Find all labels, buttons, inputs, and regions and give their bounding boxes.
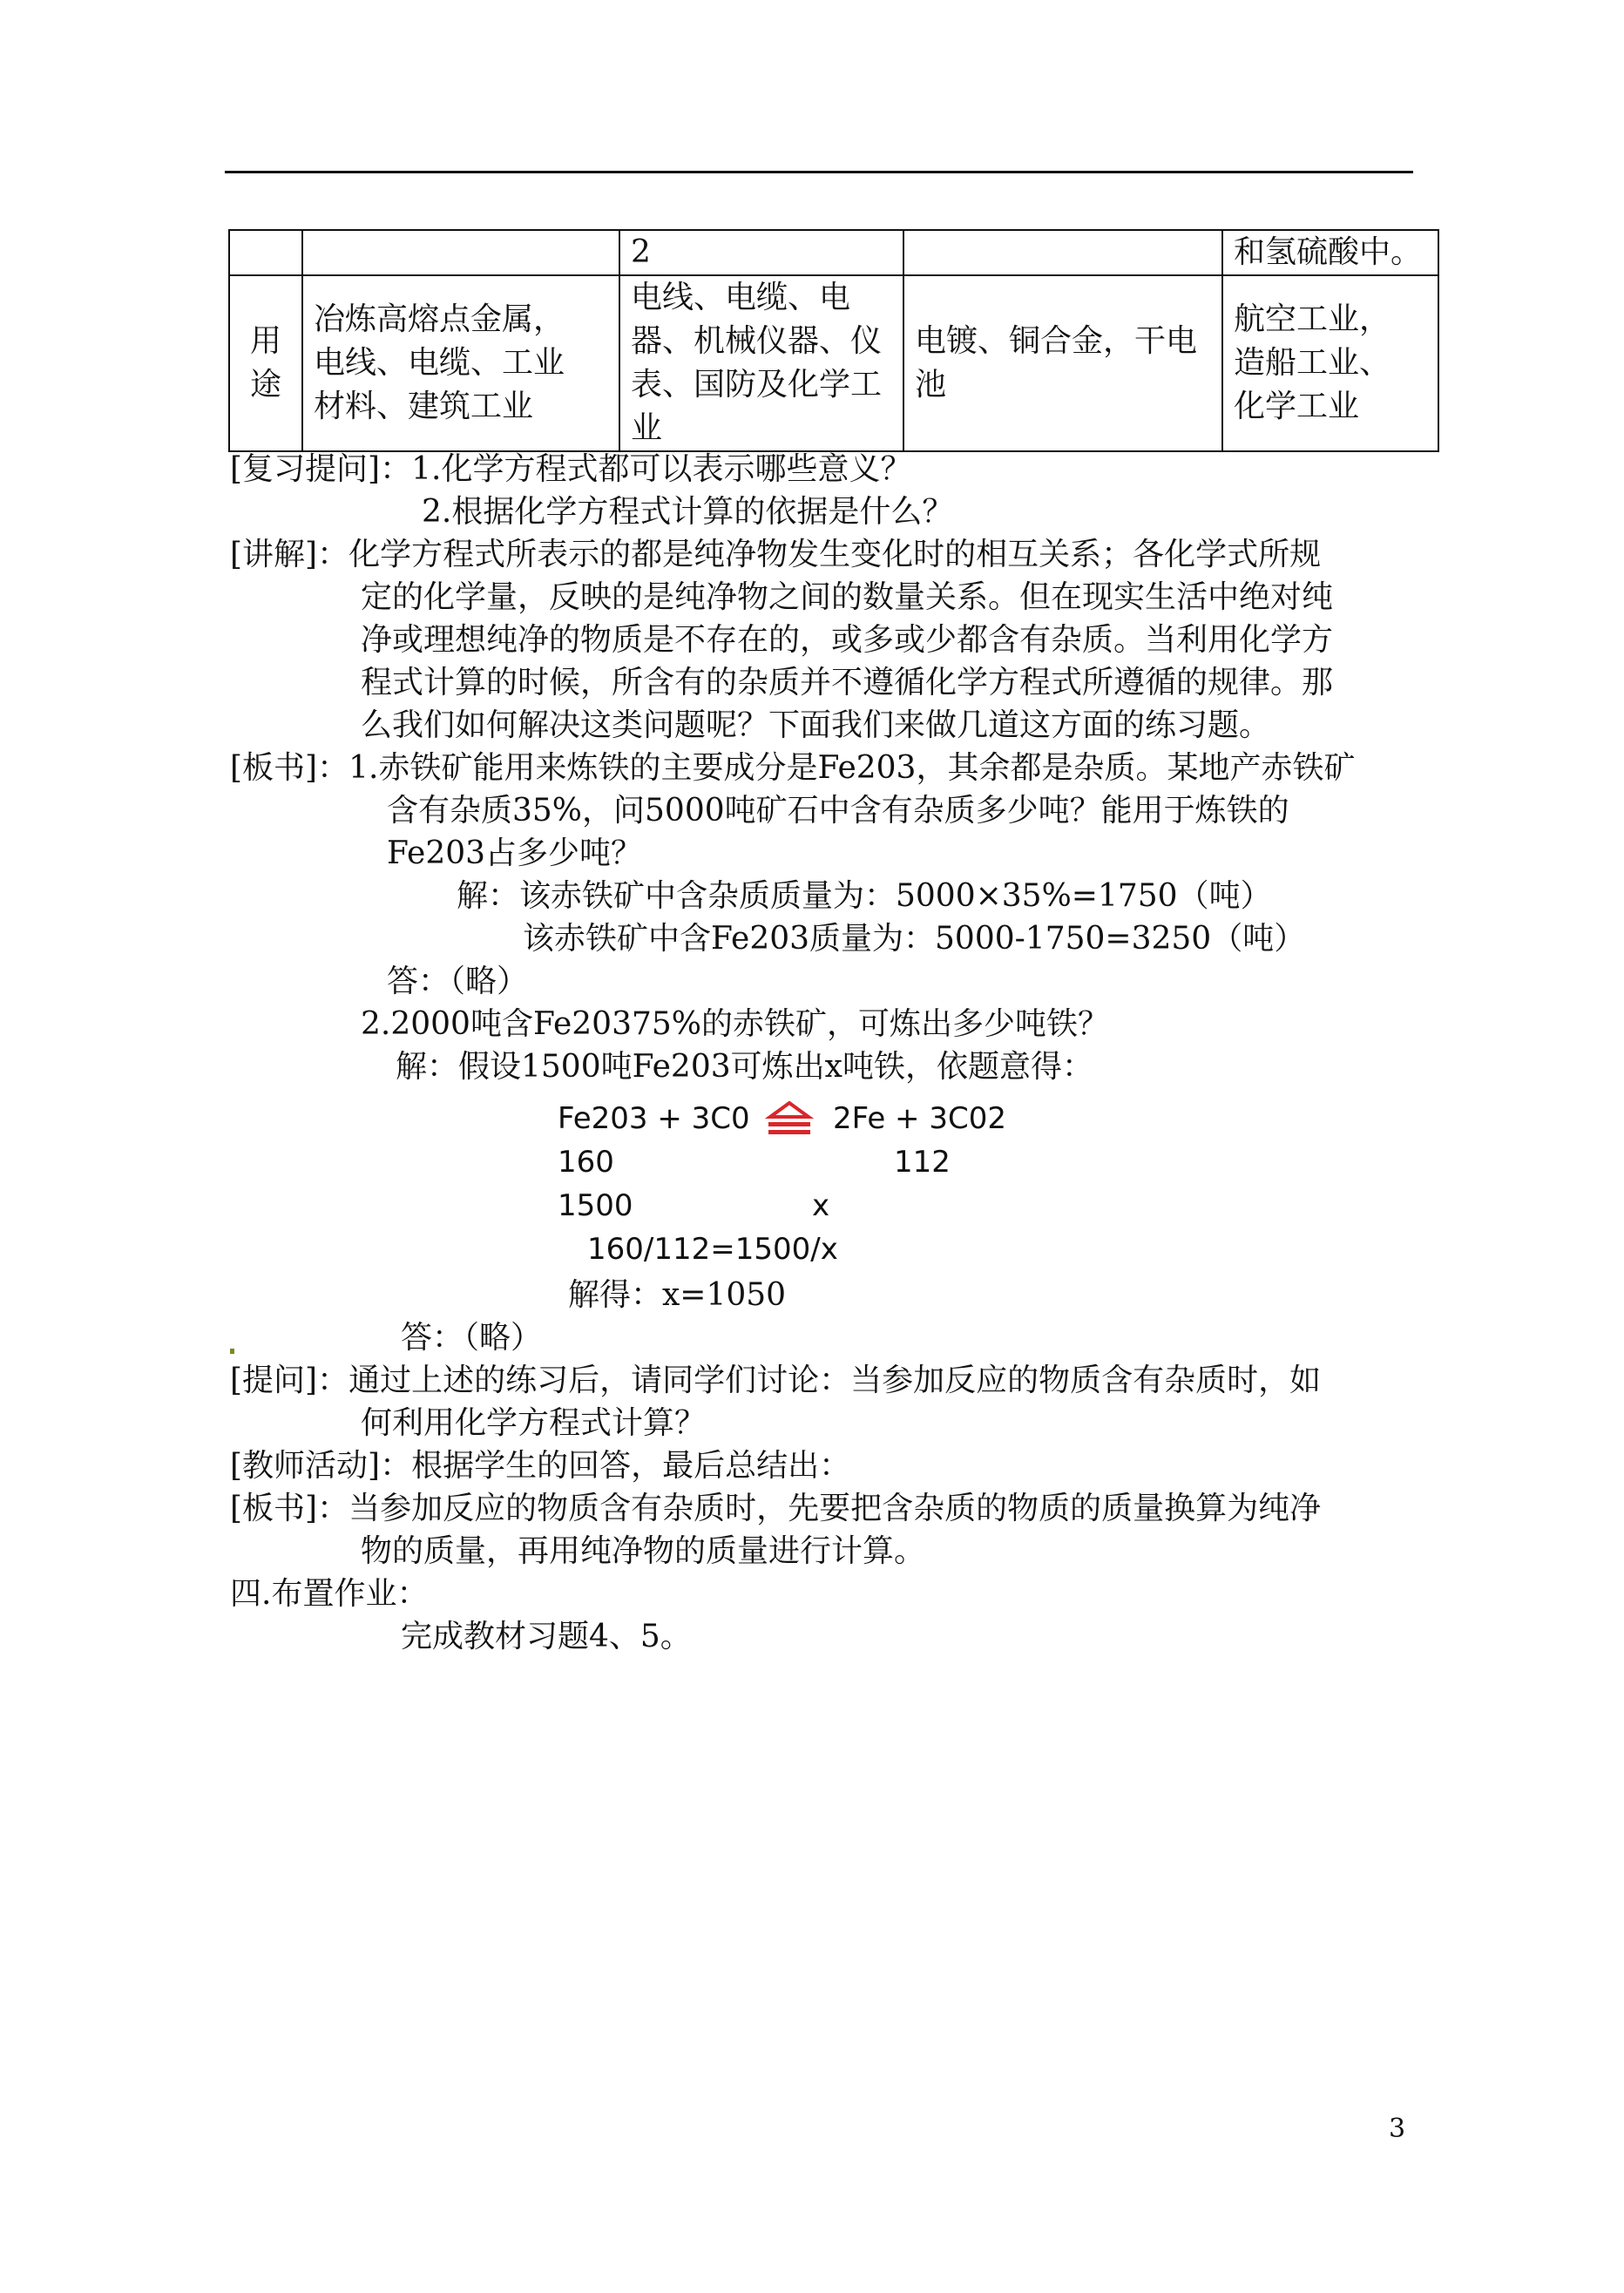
answer-line: 答：（略） [387,964,529,999]
table-cell: 电线、电缆、电 器、机械仪器、仪 表、国防及化学工 业 [619,275,903,451]
board-summary: 物的质量，再用纯净物的质量进行计算。 [361,1533,926,1569]
equation-right: 2Fe + 3C02 [833,1101,1006,1136]
question-line: 何利用化学方程式计算？ [361,1405,707,1441]
mass-fe2o3: 1500 [558,1188,633,1223]
row-header-uses: 用 途 [229,275,302,451]
table-cell [302,230,619,275]
explanation-line: [讲解]：化学方程式所表示的都是纯净物发生变化时的相互关系；各化学式所规 [230,537,1322,572]
table-cell [229,230,302,275]
review-question-2: 2.根据化学方程式计算的依据是什么？ [422,494,954,530]
mass-fe-unknown: x [812,1188,830,1223]
homework-line: 完成教材习题4、5。 [401,1619,692,1654]
solution-line: 该赤铁矿中含Fe203质量为：5000-1750=3250（吨） [523,921,1306,957]
review-question-1: [复习提问]：1.化学方程式都可以表示哪些意义？ [230,451,912,487]
equation-left: Fe203 + 3C0 [558,1101,750,1136]
explanation-line: 净或理想纯净的物质是不存在的，或多或少都含有杂质。当利用化学方 [361,622,1334,658]
stray-mark [230,1349,234,1354]
teacher-activity: [教师活动]：根据学生的回答，最后总结出： [230,1448,851,1484]
table-row [229,230,1438,275]
metal-uses-table [228,229,1439,452]
board-problem-1: Fe203占多少吨？ [387,835,643,871]
explanation-line: 程式计算的时候，所含有的杂质并不遵循化学方程式所遵循的规律。那 [361,665,1334,700]
header-rule [225,171,1413,173]
table-cell: 和氢硫酸中。 [1222,230,1438,275]
board-summary: [板书]：当参加反应的物质含有杂质时，先要把含杂质的物质的质量换算为纯净 [230,1491,1322,1526]
explanation-line: 定的化学量，反映的是纯净物之间的数量关系。但在现实生活中绝对纯 [361,579,1334,615]
page-number: 3 [1389,2114,1406,2144]
solution-line: 解：该赤铁矿中含杂质质量为：5000×35%=1750（吨） [457,878,1272,914]
board-problem-2: 2.2000吨含Fe20375%的赤铁矿，可炼出多少吨铁？ [361,1006,1110,1042]
ratio-line: 160/112=1500/x [587,1232,838,1267]
result-line: 解得：x=1050 [568,1277,787,1313]
table-cell: 2 [619,230,903,275]
table-row [229,275,1438,451]
table-cell: 电镀、铜合金，干电 池 [903,275,1222,451]
question-line: [提问]：通过上述的练习后，请同学们讨论：当参加反应的物质含有杂质时，如 [230,1363,1322,1398]
molar-mass-fe2o3: 160 [558,1145,614,1180]
heat-equals-icon [763,1099,815,1138]
solution-line: 解：假设1500吨Fe203可炼出x吨铁，依题意得： [396,1049,1093,1085]
board-problem-1: [板书]：1.赤铁矿能用来炼铁的主要成分是Fe203，其余都是杂质。某地产赤铁矿 [230,750,1356,786]
board-problem-1: 含有杂质35%，问5000吨矿石中含有杂质多少吨？能用于炼铁的 [387,793,1289,829]
molar-mass-fe: 112 [894,1145,951,1180]
homework-heading: 四.布置作业： [230,1576,429,1612]
table-cell: 航空工业， 造船工业、 化学工业 [1222,275,1438,451]
table-cell [903,230,1222,275]
explanation-line: 么我们如何解决这类问题呢？下面我们来做几道这方面的练习题。 [361,707,1271,743]
answer-line: 答：（略） [401,1320,543,1356]
table-cell: 冶炼高熔点金属， 电线、电缆、工业 材料、建筑工业 [302,275,619,451]
